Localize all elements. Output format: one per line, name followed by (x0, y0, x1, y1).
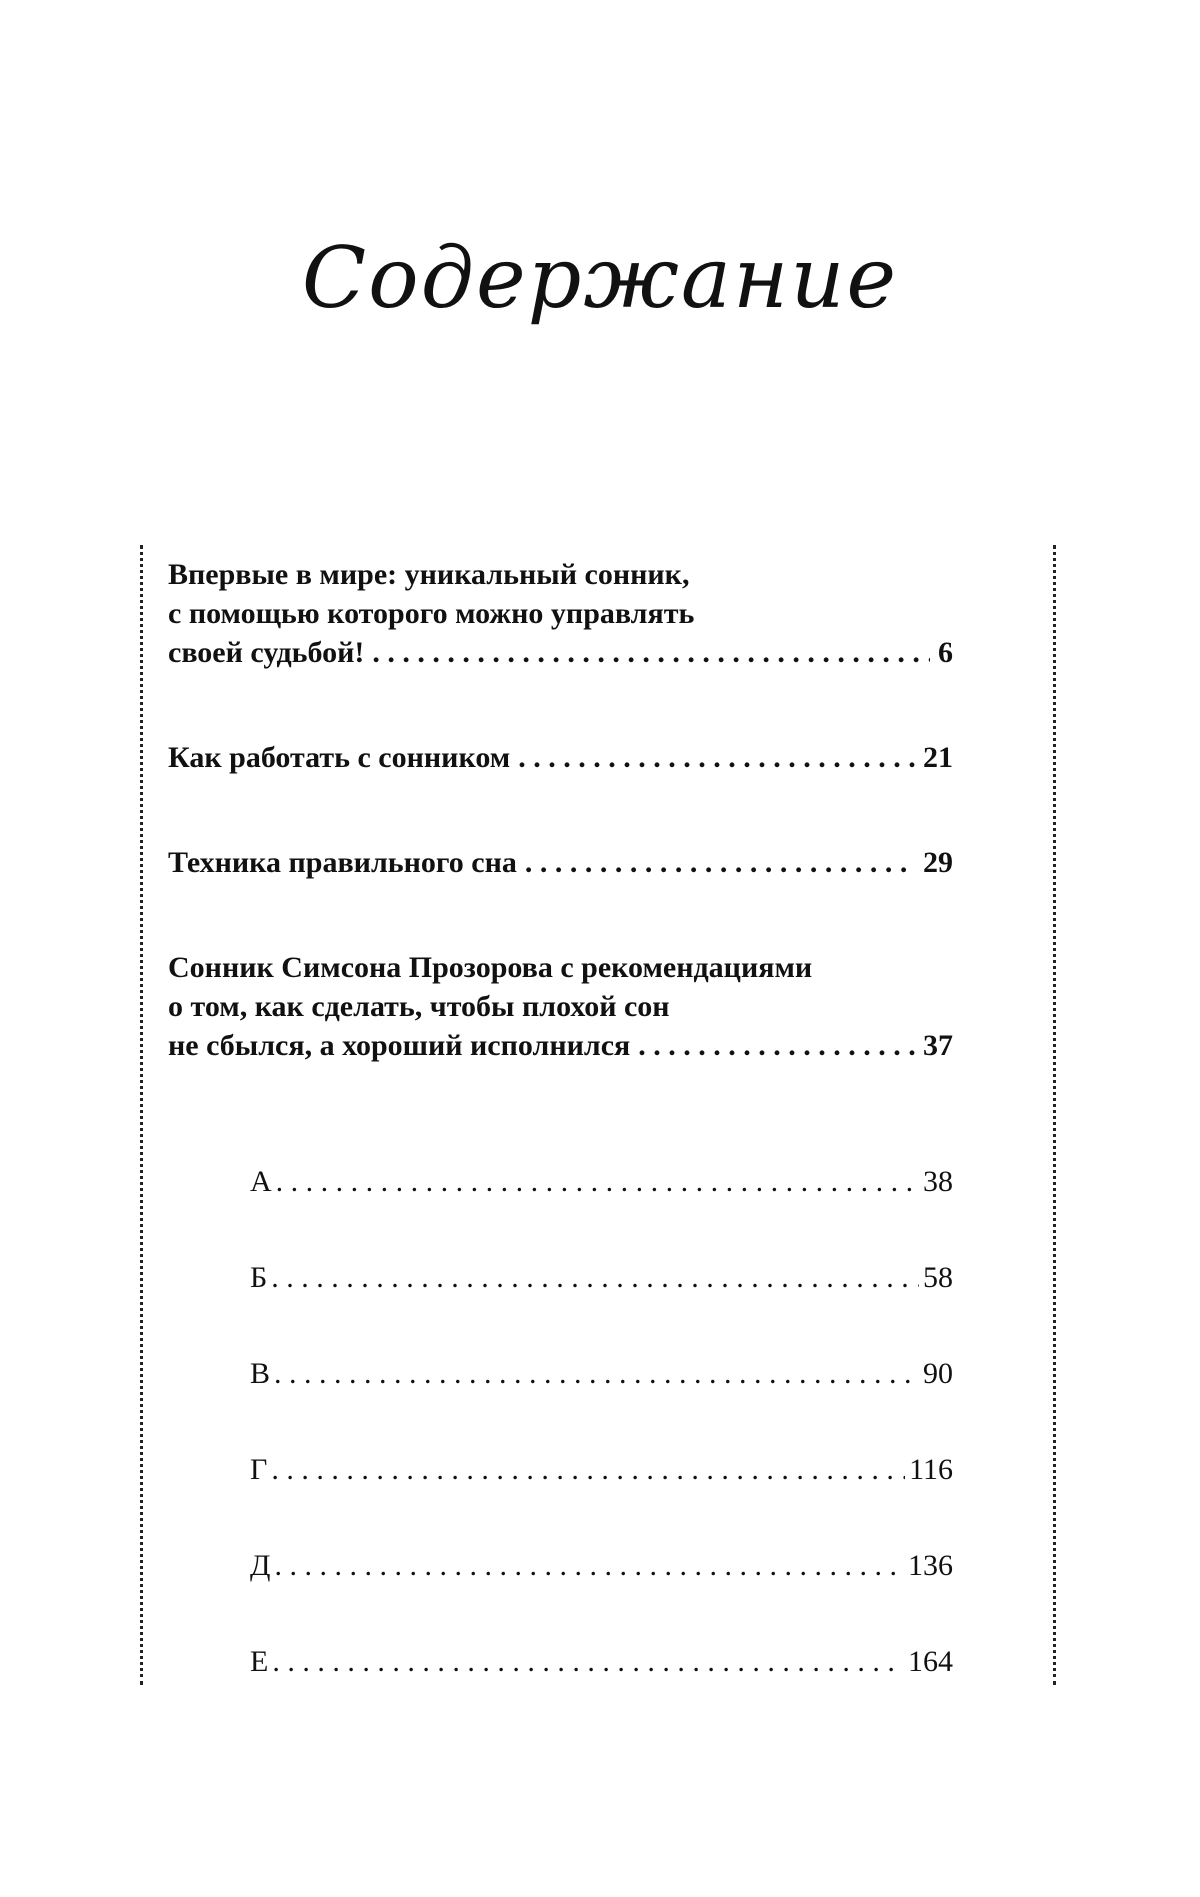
toc-entry-how-to-work[interactable] (168, 738, 953, 777)
toc-entry-line: с помощью которого можно управлять (168, 597, 695, 630)
dot-leader (372, 633, 930, 672)
table-of-contents (168, 555, 953, 1065)
toc-entry-sleep-technique[interactable] (168, 843, 953, 882)
toc-page-number: 21 (923, 741, 953, 774)
dot-leader (638, 1026, 915, 1065)
page-title: Содержание (301, 229, 899, 327)
dot-leader (274, 1546, 904, 1585)
letter-label: Е (250, 1645, 269, 1678)
letter-label: Б (250, 1261, 268, 1294)
letter-index (250, 1162, 953, 1738)
dot-leader (271, 1258, 919, 1297)
toc-entry-line: Как работать с сонником (168, 741, 511, 774)
toc-entry-dream-book[interactable] (168, 948, 953, 1065)
letter-entry[interactable] (250, 1450, 953, 1546)
dot-leader (274, 1354, 919, 1393)
left-dotted-border (140, 545, 143, 1685)
letter-label: А (250, 1165, 272, 1198)
toc-page-number: 29 (923, 846, 953, 879)
letter-entry[interactable] (250, 1354, 953, 1450)
letter-page-number: 164 (908, 1645, 953, 1678)
toc-entry-line: о том, как сделать, чтобы плохой сон (168, 990, 670, 1023)
toc-entry-first-in-world[interactable] (168, 555, 953, 672)
letter-label: Г (250, 1453, 268, 1486)
toc-entry-line: своей судьбой! (168, 636, 365, 669)
right-dotted-border (1053, 545, 1056, 1685)
letter-label: В (250, 1357, 271, 1390)
letter-page-number: 90 (923, 1357, 953, 1390)
toc-entry-line: Сонник Симсона Прозорова с рекомендациями (168, 951, 813, 984)
letter-entry[interactable] (250, 1258, 953, 1354)
letter-page-number: 136 (908, 1549, 953, 1582)
letter-label: Д (250, 1549, 271, 1582)
letter-entry[interactable] (250, 1546, 953, 1642)
dot-leader (271, 1450, 905, 1489)
dot-leader (525, 843, 915, 882)
dot-leader (276, 1162, 919, 1201)
toc-page-number: 37 (923, 1029, 953, 1062)
toc-entry-line: Техника правильного сна (168, 846, 517, 879)
letter-page-number: 58 (923, 1261, 953, 1294)
letter-page-number: 38 (923, 1165, 953, 1198)
toc-entry-line: не сбылся, а хороший исполнился (168, 1029, 631, 1062)
letter-page-number: 116 (909, 1453, 953, 1486)
letter-entry[interactable] (250, 1642, 953, 1738)
letter-entry[interactable] (250, 1162, 953, 1258)
dot-leader (518, 738, 915, 777)
toc-page-number: 6 (938, 636, 953, 669)
toc-entry-line: Впервые в мире: уникальный сонник, (168, 558, 690, 591)
dot-leader (272, 1642, 904, 1681)
